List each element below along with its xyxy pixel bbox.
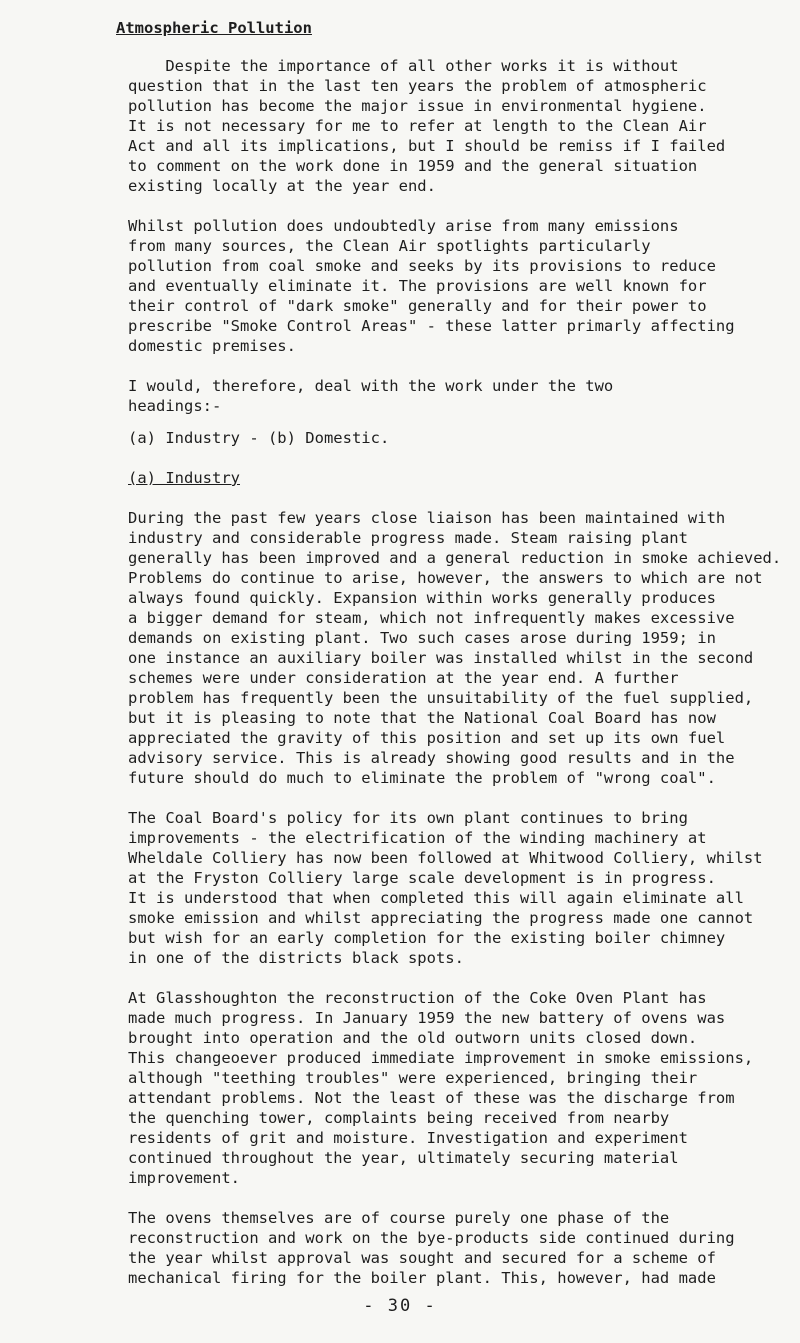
document-page	[116, 18, 782, 1308]
industry-paragraph-glasshoughton: At Glasshoughton the reconstruction of the Coke Oven Plant has made much progress. In January 1959 the new battery of ovens was brought into operation and the old outworn units closed down. This changeoever produced immediate improvement in smoke emissions, although "teething troubles" were experienced, bringing their attendant problems. Not the least of these was the discharge from the quenching tower, complaints being received from nearby residents of grit and moisture. Investigation and experiment continued throughout the year, ultimately securing material improvement.	[128, 989, 754, 1187]
page-title: Atmospheric Pollution	[116, 19, 312, 37]
section-heading-industry: (a) Industry	[128, 469, 240, 487]
page-number: - 30 -	[363, 1296, 437, 1316]
pollution-sources-paragraph: Whilst pollution does undoubtedly arise from many emissions from many sources, the Clean Air spotlights particularly pollution from coal smoke and seeks by its provisions to reduce and eventually eliminate it. The provisions are well known for their control of "dark smoke" generally and for their power to prescribe "Smoke Control Areas" - these latter primarly affecting domestic premises.	[128, 217, 735, 355]
intro-paragraph: Despite the importance of all other works it is without question that in the last ten years the problem of atmospheric pollution has become the major issue in environmental hygiene. It is not necessary for me to refer at length to the Clean Air Act and all its implications, but I should be remiss if I failed to comment on the work done in 1959 and the general situation existing locally at the year end.	[128, 57, 726, 195]
industry-paragraph-liaison: During the past few years close liaison has been maintained with industry and considerable progress made. Steam raising plant generally has been improved and a general reduction in smoke achieved. Problems do continue to arise, however, the answers to which are not always found quickly. Expansion within works generally produces a bigger demand for steam, which not infrequently makes excessive demands on existing plant. Two such cases arose during 1959; in one instance an auxiliary boiler was installed whilst in the second schemes were under consideration at the year end. A further problem has frequently been the unsuitability of the fuel supplied, but it is pleasing to note that the National Coal Board has now appreciated the gravity of this position and set up its own fuel advisory service. This is already showing good results and in the future should do much to eliminate the problem of "wrong coal".	[128, 509, 782, 787]
headings-list: (a) Industry - (b) Domestic.	[128, 429, 390, 447]
industry-paragraph-ovens: The ovens themselves are of course purely one phase of the reconstruction and work on the bye-products side continued during the year whilst approval was sought and secured for a scheme of mechanical firing for the boiler plant. This, however, had made	[128, 1209, 735, 1287]
headings-intro-paragraph: I would, therefore, deal with the work under the two headings:-	[128, 377, 614, 415]
industry-paragraph-coal-board: The Coal Board's policy for its own plant continues to bring improvements - the electrification of the winding machinery at Wheldale Colliery has now been followed at Whitwood Colliery, whilst at the Fryston Colliery large scale development is in progress. It is understood that when completed this will again eliminate all smoke emission and whilst appreciating the progress made one cannot but wish for an early completion for the existing boiler chimney in one of the districts black spots.	[128, 809, 763, 967]
